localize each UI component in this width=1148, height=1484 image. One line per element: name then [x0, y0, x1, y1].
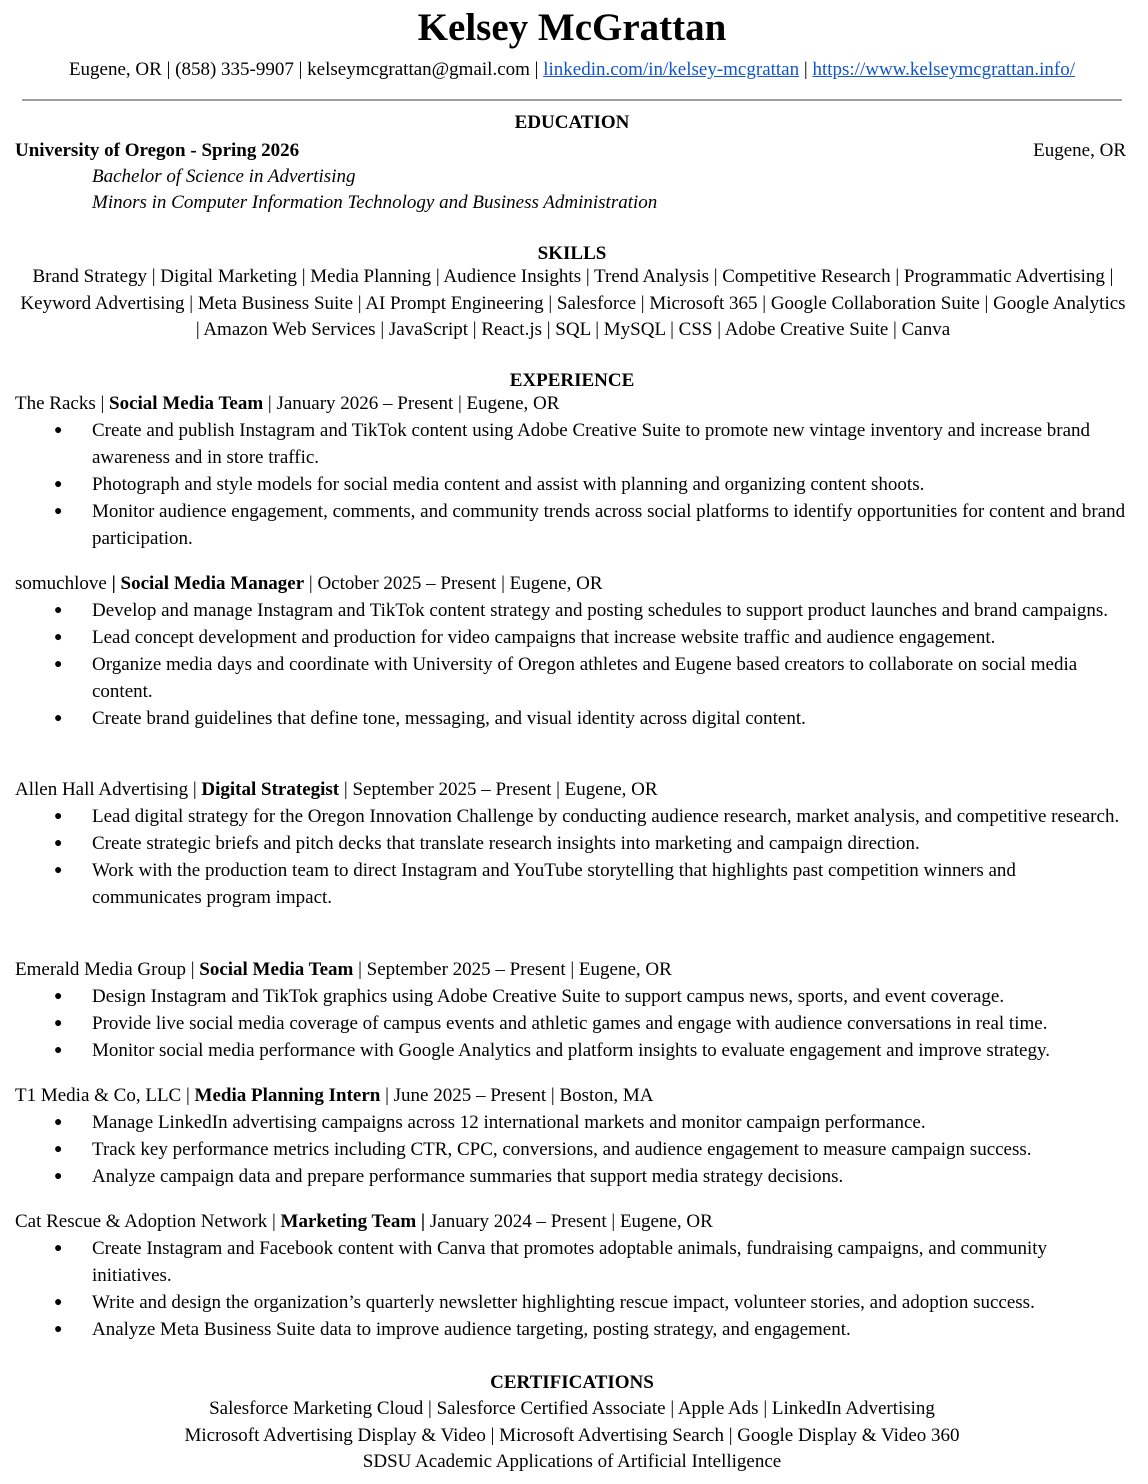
list-item: [15, 830, 1126, 857]
job-org: somuchlove: [15, 573, 107, 594]
job-role: Digital Strategist: [201, 779, 340, 800]
list-item: [15, 417, 1126, 471]
job-bullets: [15, 803, 1126, 911]
bullet-text: Manage LinkedIn advertising campaigns across 12 international markets and monitor campaign performance.: [92, 1112, 926, 1133]
bullet-icon: ●: [54, 1169, 63, 1184]
bullet-icon: ●: [54, 603, 63, 618]
bullet-icon: ●: [54, 1142, 63, 1157]
job-header: [15, 777, 1126, 803]
list-item: [15, 983, 1126, 1010]
list-item: [15, 803, 1126, 830]
job-bullets: [15, 1109, 1126, 1190]
job-entry: [15, 571, 1126, 732]
bullet-text: Create Instagram and Facebook content with Canva that promotes adoptable animals, fundraising campaigns, and community initiatives.: [92, 1238, 1048, 1286]
bullet-text: Monitor audience engagement, comments, and community trends across social platforms to identify opportunities for content and brand participation.: [92, 501, 1126, 549]
bullet-icon: ●: [54, 1241, 63, 1256]
list-item: [15, 471, 1126, 498]
list-item: [15, 651, 1126, 705]
bullet-icon: ●: [54, 989, 63, 1004]
skills-list: Brand Strategy | Digital Marketing | Media Planning | Audience Insights | Trend Analysis | Competitive Research | Programmatic Advertising | Keyword Advertising | Meta Business Suite | AI Prompt Engineering | Salesforce | Microsoft 365 | Google Collaboration Suite | Google Analytics | Amazon Web Services | JavaScript | React.js | SQL | MySQL | CSS | Adobe Creative Suite | Canva: [20, 266, 1126, 340]
job-meta: | October 2025 – Present | Eugene, OR: [304, 573, 603, 594]
bullet-text: Work with the production team to direct Instagram and YouTube storytelling that highlights past competition winners and communicates program impact.: [92, 860, 1016, 908]
job-org: Allen Hall Advertising |: [15, 779, 202, 800]
job-org: T1 Media & Co, LLC |: [15, 1085, 195, 1106]
bullet-text: Lead digital strategy for the Oregon Innovation Challenge by conducting audience research, market analysis, and competitive research.: [92, 806, 1120, 827]
job-role: | Social Media Manager: [106, 573, 305, 594]
certifications-heading: CERTIFICATIONS: [490, 1372, 654, 1393]
job-org: Cat Rescue & Adoption Network |: [15, 1211, 281, 1232]
bullet-icon: ●: [54, 657, 63, 672]
list-item: [15, 1316, 1126, 1343]
job-meta: | September 2025 – Present | Eugene, OR: [353, 959, 672, 980]
bullet-icon: ●: [54, 477, 63, 492]
list-item: [15, 1163, 1126, 1190]
bullet-text: Create strategic briefs and pitch decks that translate research insights into marketing and campaign direction.: [92, 833, 920, 854]
job-header: [15, 571, 1126, 597]
bullet-icon: ●: [54, 504, 63, 519]
bullet-text: Write and design the organization’s quarterly newsletter highlighting rescue impact, volunteer stories, and adoption success.: [92, 1292, 1035, 1313]
certification-line: Microsoft Advertising Display & Video | Microsoft Advertising Search | Google Display & Video 360: [184, 1424, 960, 1446]
education-degree: Bachelor of Science in Advertising: [92, 166, 356, 187]
list-item: [15, 1010, 1126, 1037]
bullet-icon: ●: [54, 630, 63, 645]
bullet-text: Create brand guidelines that define tone, messaging, and visual identity across digital content.: [92, 708, 806, 729]
header-divider: [22, 99, 1122, 101]
certification-line: Salesforce Marketing Cloud | Salesforce Certified Associate | Apple Ads | LinkedIn Advertising: [209, 1398, 935, 1419]
bullet-icon: ●: [54, 863, 63, 878]
job-meta: | September 2025 – Present | Eugene, OR: [339, 779, 658, 800]
job-role: Media Planning Intern: [194, 1085, 381, 1106]
job-entry: [15, 777, 1126, 911]
job-entry: [15, 391, 1126, 552]
list-item: [15, 1235, 1126, 1289]
contact-email: kelseymcgrattan@gmail.com: [307, 59, 530, 80]
bullet-icon: ●: [54, 1295, 63, 1310]
bullet-icon: ●: [54, 423, 63, 438]
job-header: [15, 1083, 1126, 1109]
job-meta: January 2024 – Present | Eugene, OR: [425, 1211, 713, 1232]
job-role: Marketing Team |: [280, 1211, 426, 1232]
contact-separator: |: [293, 59, 308, 80]
bullet-text: Lead concept development and production for video campaigns that increase website traffic and audience engagement.: [92, 627, 996, 648]
experience-heading: EXPERIENCE: [509, 370, 635, 391]
list-item: [15, 1109, 1126, 1136]
job-header: [15, 391, 1126, 417]
contact-separator: |: [529, 59, 544, 80]
bullet-icon: ●: [54, 1115, 63, 1130]
job-entry: [15, 1083, 1126, 1190]
education-minors: Minors in Computer Information Technology and Business Administration: [92, 192, 658, 213]
bullet-text: Develop and manage Instagram and TikTok content strategy and posting schedules to support product launches and brand campaigns.: [92, 600, 1108, 621]
list-item: [15, 1136, 1126, 1163]
list-item: [15, 857, 1126, 911]
bullet-text: Organize media days and coordinate with University of Oregon athletes and Eugene based creators to collaborate on social media content.: [92, 654, 1078, 702]
job-header: [15, 1209, 1126, 1235]
job-entry: [15, 1209, 1126, 1343]
bullet-text: Track key performance metrics including CTR, CPC, conversions, and audience engagement to measure campaign success.: [92, 1139, 1032, 1160]
job-bullets: [15, 597, 1126, 732]
job-org: Emerald Media Group |: [15, 959, 200, 980]
certifications-list: [0, 1396, 1144, 1476]
bullet-text: Monitor social media performance with Google Analytics and platform insights to evaluate engagement and improve strategy.: [92, 1040, 1050, 1061]
education-school-row: [15, 138, 1126, 164]
bullet-icon: ●: [54, 1016, 63, 1031]
list-item: [15, 597, 1126, 624]
list-item: [15, 1037, 1126, 1064]
skills-heading: SKILLS: [537, 243, 607, 264]
contact-phone: (858) 335-9907: [175, 59, 294, 80]
bullet-icon: ●: [54, 836, 63, 851]
list-item: [15, 705, 1126, 732]
education-details: [92, 164, 657, 216]
bullet-text: Analyze campaign data and prepare performance summaries that support media strategy decisions.: [92, 1166, 844, 1187]
list-item: [15, 498, 1126, 552]
contact-separator: |: [799, 59, 813, 80]
bullet-text: Create and publish Instagram and TikTok content using Adobe Creative Suite to promote new vintage inventory and increase brand awareness and in store traffic.: [92, 420, 1091, 468]
list-item: [15, 1289, 1126, 1316]
bullet-text: Analyze Meta Business Suite data to improve audience targeting, posting strategy, and engagement.: [92, 1319, 851, 1340]
education-location: Eugene, OR: [1033, 140, 1126, 161]
job-meta: | January 2026 – Present | Eugene, OR: [263, 393, 560, 414]
bullet-text: Photograph and style models for social media content and assist with planning and organizing content shoots.: [92, 474, 925, 495]
certification-line: SDSU Academic Applications of Artificial Intelligence: [362, 1451, 782, 1472]
bullet-text: Design Instagram and TikTok graphics using Adobe Creative Suite to support campus news, sports, and event coverage.: [92, 986, 1005, 1007]
education-school: University of Oregon - Spring 2026: [15, 140, 300, 161]
job-org: The Racks |: [15, 393, 110, 414]
bullet-icon: ●: [54, 1043, 63, 1058]
job-bullets: [15, 983, 1126, 1064]
contact-line: [0, 58, 1144, 82]
website-link[interactable]: https://www.kelseymcgrattan.info/: [812, 59, 1076, 80]
bullet-icon: ●: [54, 711, 63, 726]
bullet-icon: ●: [54, 1322, 63, 1337]
job-meta: | June 2025 – Present | Boston, MA: [380, 1085, 654, 1106]
education-heading: EDUCATION: [514, 112, 630, 133]
job-bullets: [15, 1235, 1126, 1343]
job-bullets: [15, 417, 1126, 552]
bullet-icon: ●: [54, 809, 63, 824]
bullet-text: Provide live social media coverage of campus events and athletic games and engage with audience conversations in real time.: [92, 1013, 1048, 1034]
job-role: Social Media Team: [199, 959, 354, 980]
linkedin-link[interactable]: linkedin.com/in/kelsey-mcgrattan: [543, 59, 800, 80]
job-header: [15, 957, 1126, 983]
job-entry: [15, 957, 1126, 1064]
contact-separator: |: [161, 59, 176, 80]
contact-location: Eugene, OR: [68, 59, 162, 80]
job-role: Social Media Team: [109, 393, 264, 414]
candidate-name: Kelsey McGrattan: [417, 6, 727, 49]
list-item: [15, 624, 1126, 651]
